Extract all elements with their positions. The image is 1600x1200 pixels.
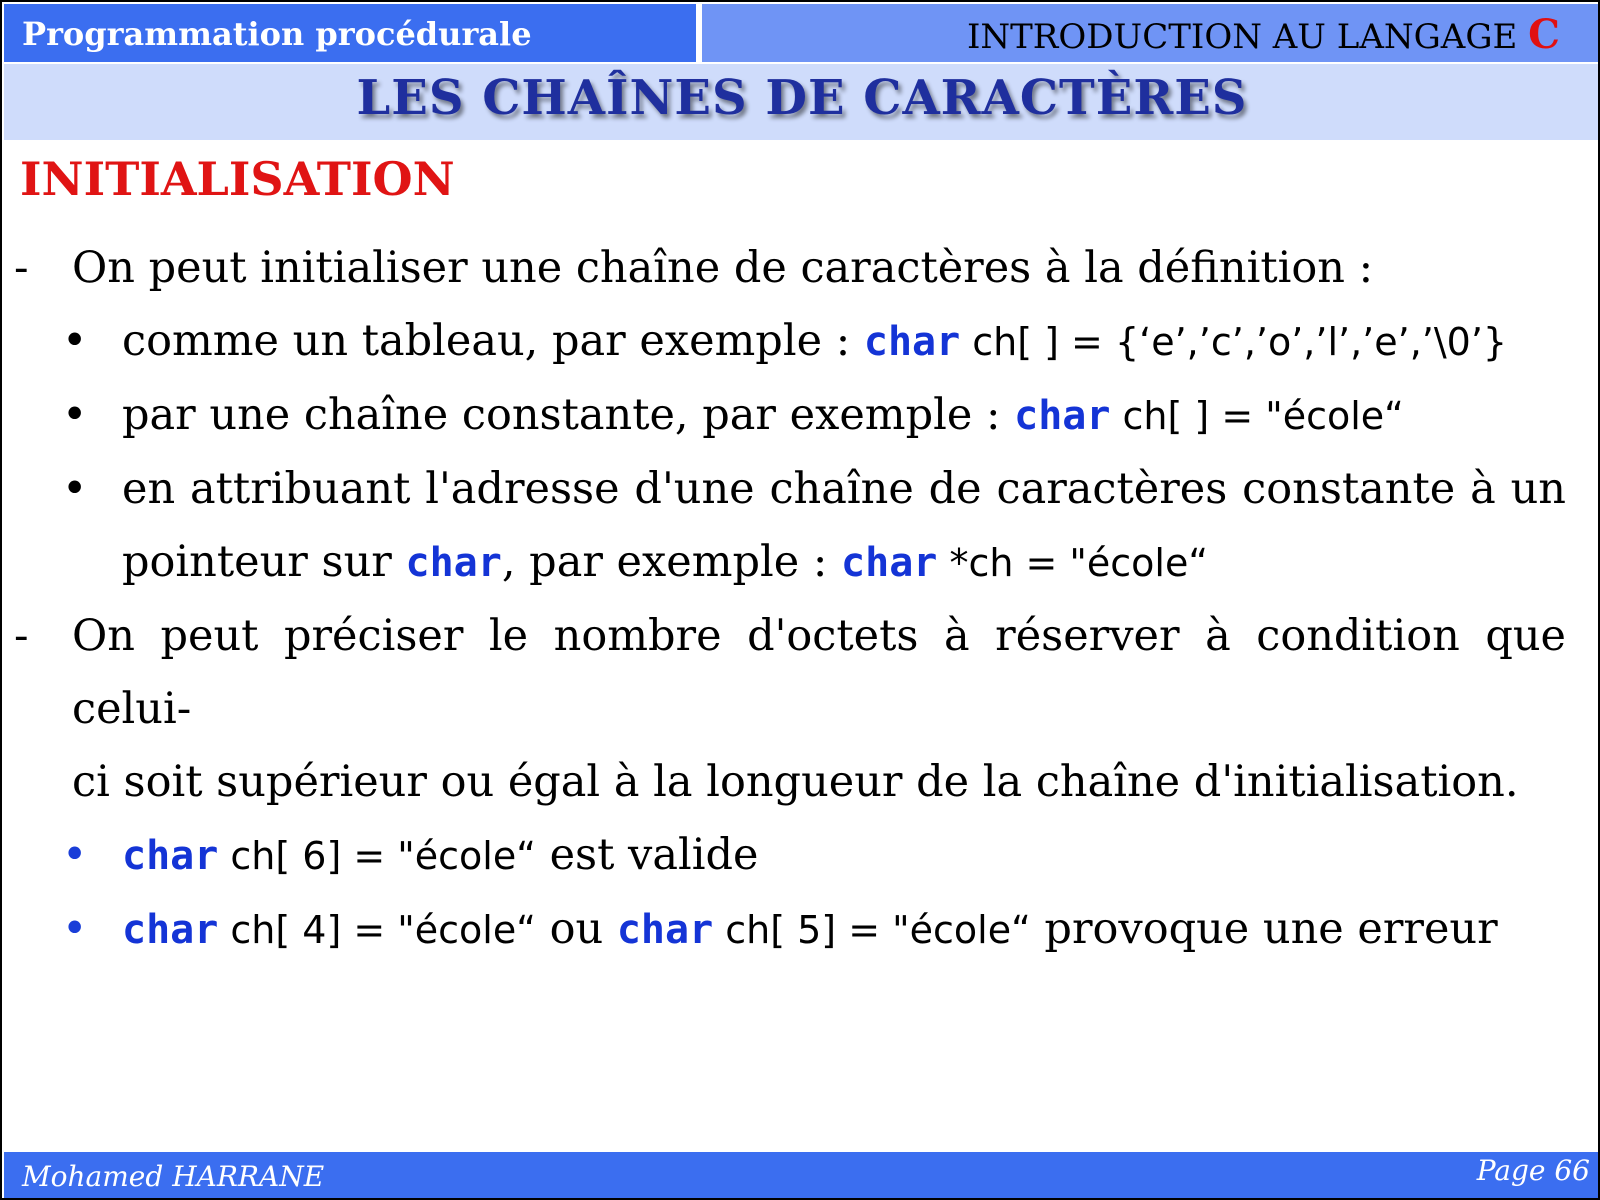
bullet-marker: • [62, 830, 88, 880]
bullet-text: ou [535, 904, 617, 954]
keyword-char: char [616, 907, 714, 953]
section-heading: INITIALISATION [20, 152, 455, 206]
chapter-title [702, 4, 1598, 62]
bullet-marker: • [62, 464, 88, 514]
dash-marker: - [14, 611, 29, 661]
keyword-char: char [122, 833, 219, 879]
keyword-char: char [405, 540, 502, 586]
point-nombre-octets-line2 [2, 746, 1600, 819]
bullet-text: par une chaîne constante, par exemple : [122, 390, 1015, 440]
keyword-char: char [863, 319, 961, 365]
bullet-marker: • [62, 390, 88, 440]
code-snippet: ch[ ] = {‘e’,’c’,’o’,’l’,’e’,’\0’} [960, 320, 1508, 364]
bullet-pointeur-line1 [2, 453, 1600, 526]
bullet-text: pointeur sur [122, 537, 406, 587]
course-title-text: Programmation procédurale [22, 15, 532, 53]
keyword-char: char [122, 907, 219, 953]
point-text: On peut initialiser une chaîne de caractères à la définition : [72, 243, 1374, 293]
bullet-chaine-constante [2, 379, 1600, 453]
code-snippet: ch[ 4] = "école“ [218, 908, 536, 952]
keyword-char: char [841, 540, 938, 586]
page-number: Page 66 [1476, 1154, 1590, 1187]
code-snippet: ch[ 5] = "école“ [713, 908, 1031, 952]
code-snippet: ch[ ] = "école“ [1110, 394, 1404, 438]
bullet-erreur [2, 893, 1600, 967]
bullet-marker: • [62, 904, 88, 954]
slide-title: LES CHAÎNES DE CARACTÈRES [356, 70, 1248, 126]
bullet-text: comme un tableau, par exemple : [122, 316, 864, 366]
code-snippet: *ch = "école“ [937, 541, 1209, 585]
code-snippet: ch[ 6] = "école“ [218, 834, 536, 878]
footer-author: Mohamed HARRANE [22, 1160, 325, 1193]
bullet-text: en attribuant l'adresse d'une chaîne de caractères constante à un [122, 464, 1566, 514]
chapter-letter: C [1528, 11, 1560, 58]
point-nombre-octets-line1 [2, 600, 1600, 746]
bullet-text: est valide [535, 830, 759, 880]
slide-title-band [4, 64, 1600, 140]
point-initialisation [2, 232, 1600, 305]
slide-content [2, 232, 1600, 967]
bullet-text: provoque une erreur [1030, 904, 1498, 954]
bullet-tableau [2, 305, 1600, 379]
chapter-title-text: INTRODUCTION AU LANGAGE [966, 17, 1529, 57]
point-text: ci soit supérieur ou égal à la longueur de la chaîne d'initialisation. [72, 757, 1519, 807]
point-text: On peut préciser le nombre d'octets à réserver à condition que celui- [72, 611, 1566, 734]
bullet-valide [2, 819, 1600, 893]
keyword-char: char [1014, 393, 1111, 439]
bullet-pointeur-line2 [2, 526, 1600, 600]
bullet-text: , par exemple : [501, 537, 842, 587]
bullet-marker: • [62, 316, 88, 366]
course-title [4, 4, 699, 62]
footer-bar [4, 1152, 1600, 1200]
dash-marker: - [14, 243, 29, 293]
